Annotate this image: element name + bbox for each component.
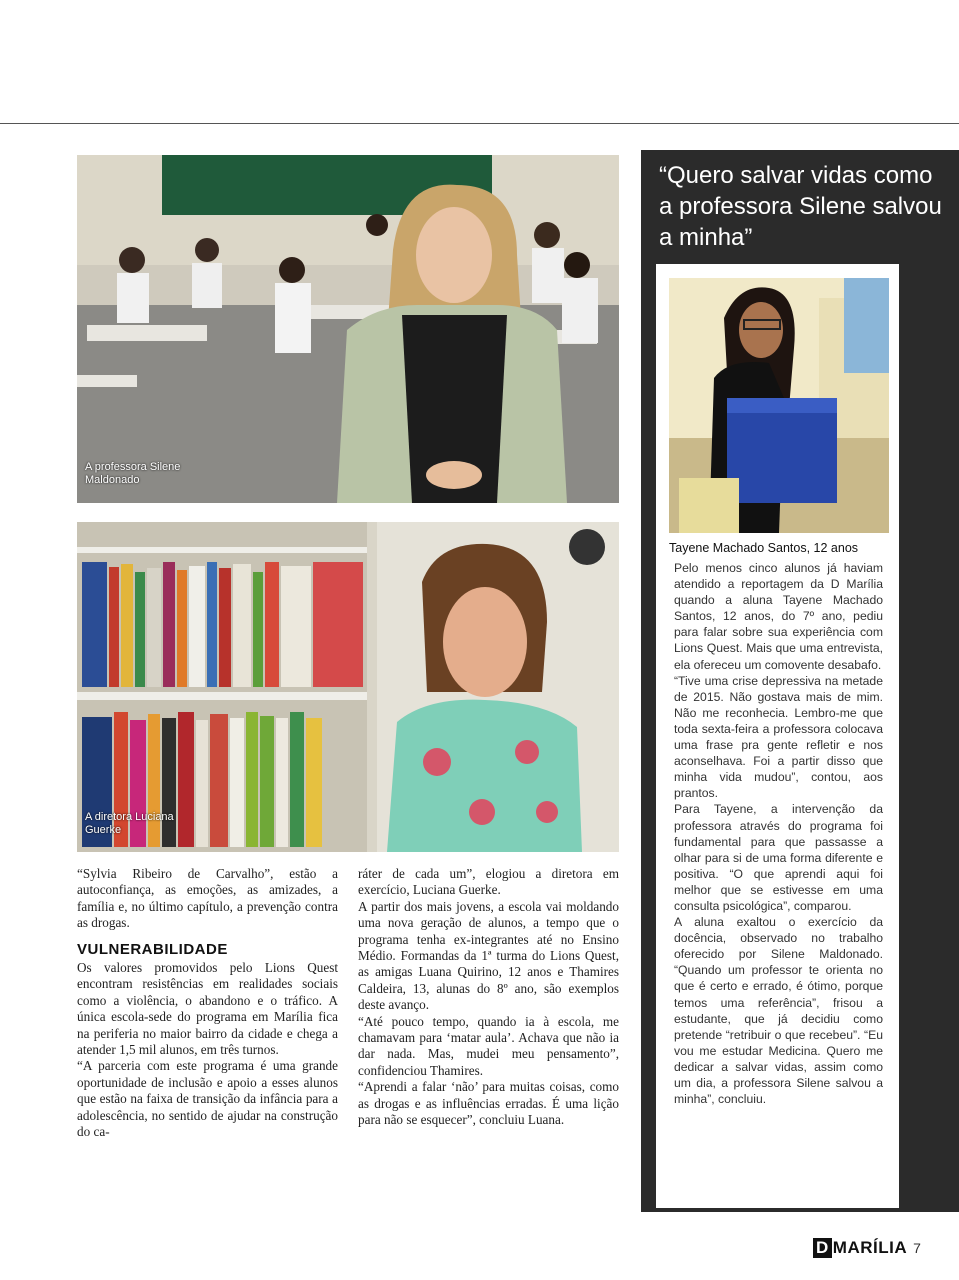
col2-paragraph-1: ráter de cada um”, elogiou a diretora em exercício, Luciana Guerke. [358, 866, 619, 898]
director-photo-caption [85, 811, 174, 837]
director-caption-line2: Guerke [85, 824, 122, 836]
magazine-logo [813, 1238, 907, 1257]
col2-paragraph-4: “Aprendi a falar ‘não’ para muitas coisas, como as drogas e as influências erradas. É uma lição para não se esquecer”, concluiu Luana. [358, 1079, 619, 1128]
student-photo [669, 278, 889, 533]
logo-text: MARÍLIA [832, 1238, 908, 1257]
section-heading-vulnerabilidade: VULNERABILIDADE [77, 940, 228, 958]
sidebar-paragraph-4: A aluna exaltou o exercício da docência, observado no trabalho oferecido por Silene Maldonado. “Quando um professor te orienta no que é certo e errado, é ótimo, porque temos uma referência”, frisou a estudante, que já decidiu como pretende “retribuir o que recebeu”. “Eu vou me estudar Medicina. Quero me dedicar a salvar vidas, assim como um dia, a professora Silene salvou a minha”, concluiu. [674, 915, 883, 1107]
library-photo [77, 522, 619, 852]
page-footer [813, 1238, 921, 1258]
teacher-caption-line2: Maldonado [85, 474, 140, 486]
page-number: 7 [913, 1240, 921, 1256]
article-column-1 [77, 866, 338, 1141]
student-photo-caption: Tayene Machado Santos, 12 anos [669, 541, 859, 555]
sidebar-quote: “Quero salvar vidas como a professora Silene salvou a minha” [659, 162, 942, 251]
col1-paragraph-3: “A parceria com este programa é uma grande oportunidade de inclusão e apoio a esses alunos que estão na faixa de transição da infância para a adolescência, no sentido de ajudar na construção do ca- [77, 1058, 338, 1140]
article-column-2 [358, 866, 619, 1129]
sidebar-text [674, 560, 883, 1107]
col1-paragraph-2: Os valores promovidos pelo Lions Quest encontram resistências em realidades sociais como a violência, o abandono e o tráfico. A única escola-sede do programa em Marília fica na periferia no maior bairro da cidade e chega a atender 1,5 mil alunos, em três turnos. [77, 960, 338, 1058]
teacher-caption-line1: A professora Silene [85, 461, 181, 473]
top-rule [0, 123, 959, 124]
sidebar-paragraph-1: Pelo menos cinco alunos já haviam atendido a reportagem da D Marília quando a aluna Tayene Machado Santos, 12 anos, do 7º ano, pediu para falar sobre sua experiência com Lions Quest. Mais que uma entrevista, ela ofereceu um comovente desabafo. [674, 561, 883, 672]
sidebar-paragraph-2: “Tive uma crise depressiva na metade de 2015. Não gostava mais de mim. Não me reconhecia. Lembro-me que toda sexta-feira a professora colocava uma frase pra gente refletir e nos aconselhava. Foi a partir disso que minha vida mudou”, contou, aos prantos. [674, 673, 883, 801]
logo-d-mark: D [813, 1238, 832, 1258]
col2-paragraph-2: A partir dos mais jovens, a escola vai moldando uma nova geração de alunos, a tempo que o programa tenha ex-integrantes até no Ensino Médio. Formandas da 1ª turma do Lions Quest, as amigas Luana Quirino, 12 anos e Thamires Caldeira, 13, alunas do 8º ano, são exemplos deste avanço. [358, 898, 619, 1013]
col2-paragraph-3: “Até pouco tempo, quando ia à escola, me chamavam para ‘matar aula’. Achava que não ia dar nada. Mas, mudei meu pensamento”, confidenciou Thamires. [358, 1013, 619, 1078]
director-caption-line1: A diretora Luciana [85, 811, 174, 823]
teacher-photo-caption [85, 461, 180, 487]
col1-paragraph-1: “Sylvia Ribeiro de Carvalho”, estão a autoconfiança, as emoções, as amizades, a família e, no último capítulo, a prevenção contra as drogas. [77, 866, 338, 931]
sidebar-paragraph-3: Para Tayene, a intervenção da professora através do programa foi fundamental para que passasse a olhar para si de uma forma diferente e positiva. “O que aprendi aqui foi melhor que se estivesse em uma consulta psicológica”, comparou. [674, 802, 883, 913]
classroom-photo [77, 155, 619, 503]
